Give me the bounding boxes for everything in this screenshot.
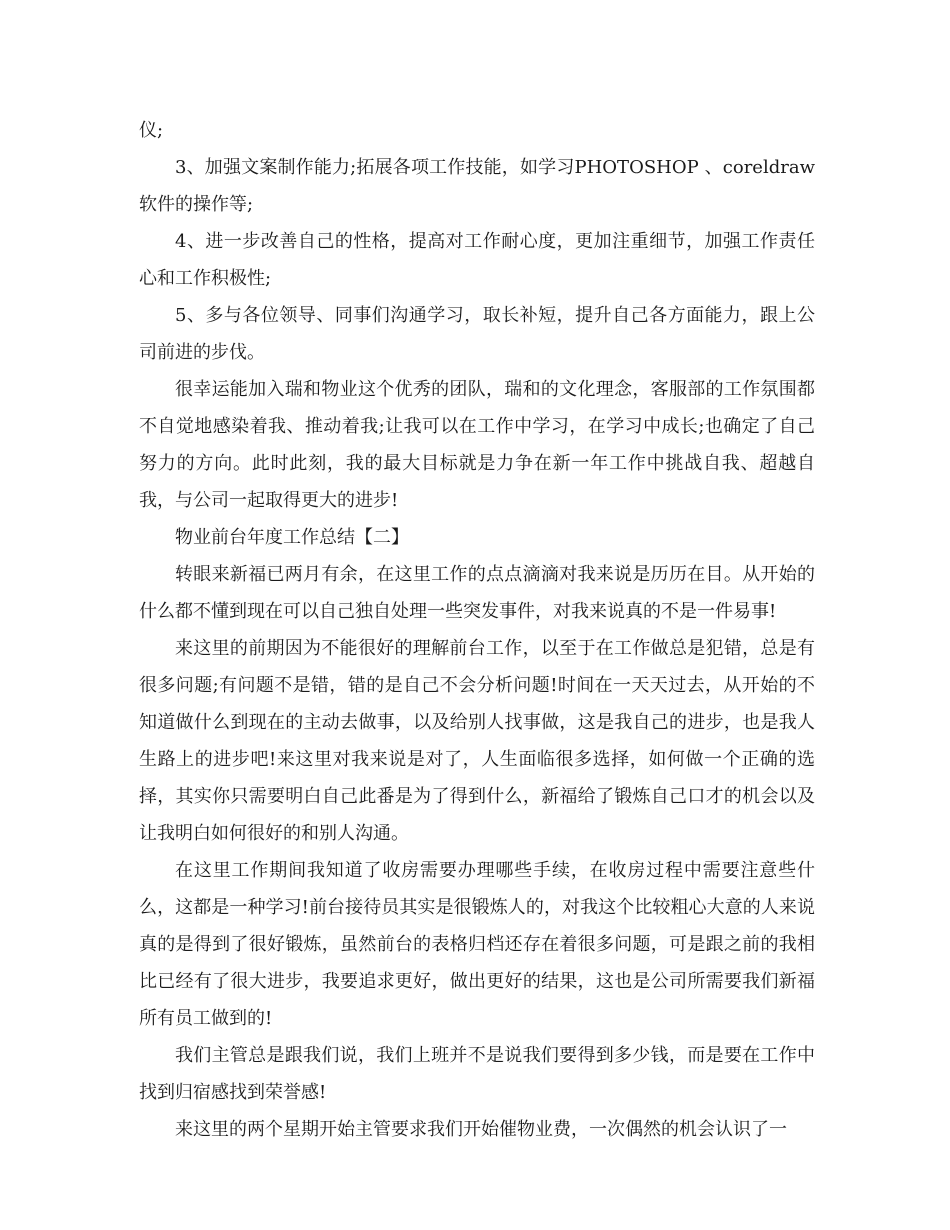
section-heading: 物业前台年度工作总结【二】 [175, 527, 409, 548]
paragraph-9: 我们主管总是跟我们说，我们上班并不是说我们要得到多少钱，而是要在工作中找到归宿感找到荣誉感! [139, 1045, 815, 1103]
paragraph-7: 来这里的前期因为不能很好的理解前台工作，以至于在工作做总是犯错，总是有很多问题;有问题不是错，错的是自己不会分析问题!时间在一天天过去，从开始的不知道做什么到现在的主动去做事，以及给别人找事做，这是我自己的进步，也是我人生路上的进步吧!来这里对我来说是对了，人生面临很多选择，如何做一个正确的选择，其实你只需要明白自己此番是为了得到什么，新福给了锻炼自己口才的机会以及让我明白如何很好的和别人沟通。 [139, 638, 815, 844]
paragraph-4: 很幸运能加入瑞和物业这个优秀的团队，瑞和的文化理念，客服部的工作氛围都不自觉地感染着我、推动着我;让我可以在工作中学习，在学习中成长;也确定了自己努力的方向。此时此刻，我的最大目标就是力争在新一年工作中挑战自我、超越自我，与公司一起取得更大的进步! [139, 379, 816, 511]
paragraph-10: 来这里的两个星期开始主管要求我们开始催物业费，一次偶然的机会认识了一 [175, 1119, 787, 1140]
paragraph-2: 4、进一步改善自己的性格，提高对工作耐心度，更加注重细节，加强工作责任心和工作积极性; [139, 231, 815, 289]
document-body [139, 112, 815, 1148]
paragraph-8: 在这里工作期间我知道了收房需要办理哪些手续，在收房过程中需要注意些什么，这都是一种学习!前台接待员其实是很锻炼人的，对我这个比较粗心大意的人来说真的是得到了很好锻炼，虽然前台的表格归档还存在着很多问题，可是跟之前的我相比已经有了很大进步，我要追求更好，做出更好的结果，这也是公司所需要我们新福所有员工做到的! [139, 860, 815, 1029]
paragraph-0: 仪; [139, 120, 164, 141]
paragraph-3: 5、多与各位领导、同事们沟通学习，取长补短，提升自己各方面能力，跟上公司前进的步伐。 [139, 305, 815, 363]
paragraph-6: 转眼来新福已两月有余，在这里工作的点点滴滴对我来说是历历在目。从开始的什么都不懂到现在可以自己独自处理一些突发事件，对我来说真的不是一件易事! [139, 564, 815, 622]
paragraph-1: 3、加强文案制作能力;拓展各项工作技能，如学习PHOTOSHOP 、coreldraw软件的操作等; [139, 157, 815, 215]
